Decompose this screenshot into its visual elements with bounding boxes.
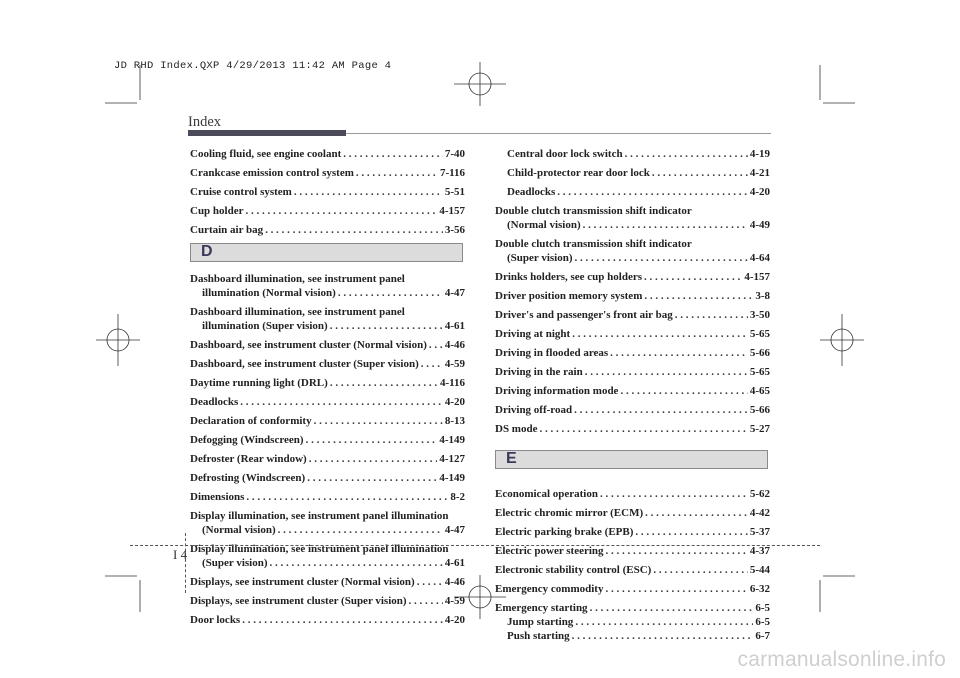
- section-header-e: [495, 450, 768, 469]
- index-subentry: Child-protector rear door lock . . . 4-21: [495, 166, 770, 180]
- index-entry: DS mode . . . 5-27: [495, 422, 770, 436]
- index-entry: Declaration of conformity . . . 8-13: [190, 414, 465, 428]
- index-entry: Electric parking brake (EPB) . . . 5-37: [495, 525, 770, 539]
- index-entry: Dashboard, see instrument cluster (Normal vision) . . . 4-46: [190, 338, 465, 352]
- section-letter: D: [201, 243, 213, 260]
- index-entry-multiline: Double clutch transmission shift indicator (Super vision) . . . 4-64: [495, 237, 770, 265]
- index-entry: Driving in flooded areas . . . 5-66: [495, 346, 770, 360]
- index-entry: Door locks . . . 4-20: [190, 613, 465, 627]
- index-entry: Defogging (Windscreen) . . . 4-149: [190, 433, 465, 447]
- index-entry: Electronic stability control (ESC) . . . 5-44: [495, 563, 770, 577]
- index-subentry: Jump starting . . . 6-5: [495, 615, 770, 629]
- section-letter: E: [506, 450, 517, 467]
- index-entry-multiline: Double clutch transmission shift indicator (Normal vision) . . . 4-49: [495, 204, 770, 232]
- index-entry: Driving at night . . . 5-65: [495, 327, 770, 341]
- index-entry: Displays, see instrument cluster (Normal vision) . . . 4-46: [190, 575, 465, 589]
- index-subentry: Deadlocks . . . 4-20: [495, 185, 770, 199]
- index-entry: Driving information mode . . . 4-65: [495, 384, 770, 398]
- footer-divider: [185, 533, 186, 593]
- index-subentry: Central door lock switch . . . 4-19: [495, 147, 770, 161]
- watermark: carmanualsonline.info: [737, 648, 946, 671]
- index-entry: Driver's and passenger's front air bag . . . 3-50: [495, 308, 770, 322]
- index-column-left: [190, 147, 465, 627]
- index-entry: Cup holder . . . 4-157: [190, 204, 465, 218]
- section-header-d: [190, 243, 463, 262]
- index-entry: Cruise control system . . . 5-51: [190, 185, 465, 199]
- index-entry: Emergency commodity . . . 6-32: [495, 582, 770, 596]
- index-entry: Drinks holders, see cup holders . . . 4-157: [495, 270, 770, 284]
- page-title: Index: [188, 114, 222, 130]
- page-number: I 4: [173, 547, 188, 562]
- index-entry: Economical operation . . . 5-62: [495, 487, 770, 501]
- index-column-right: [495, 147, 770, 643]
- index-entry: Dimensions . . . 8-2: [190, 490, 465, 504]
- header-rule: [346, 133, 771, 134]
- registration-mark-top: [454, 62, 506, 106]
- index-entry-multiline: Dashboard illumination, see instrument panel illumination (Super vision) . . . 4-61: [190, 305, 465, 333]
- registration-mark-right: [820, 314, 864, 366]
- index-entry: Driving off-road . . . 5-66: [495, 403, 770, 417]
- index-entry: Driver position memory system . . . 3-8: [495, 289, 770, 303]
- index-entry: Electric power steering . . . 4-37: [495, 544, 770, 558]
- index-entry-multiline: Display illumination, see instrument panel illumination (Super vision) . . . 4-61: [190, 542, 465, 570]
- index-entry: Cooling fluid, see engine coolant . . . 7-40: [190, 147, 465, 161]
- index-entry-multiline: Dashboard illumination, see instrument panel illumination (Normal vision) . . . 4-47: [190, 272, 465, 300]
- header-bar: [188, 130, 346, 136]
- index-entry: Displays, see instrument cluster (Super vision) . . . 4-59: [190, 594, 465, 608]
- footer-rule: [130, 545, 820, 546]
- index-entry: Electric chromic mirror (ECM) . . . 4-42: [495, 506, 770, 520]
- registration-mark-left: [96, 314, 140, 366]
- index-entry: Dashboard, see instrument cluster (Super vision) . . . 4-59: [190, 357, 465, 371]
- index-entry: Defroster (Rear window) . . . 4-127: [190, 452, 465, 466]
- index-entry: Daytime running light (DRL) . . . 4-116: [190, 376, 465, 390]
- print-slug: JD RHD Index.QXP 4/29/2013 11:42 AM Page 4: [114, 60, 392, 72]
- index-entry: Crankcase emission control system . . . 7-116: [190, 166, 465, 180]
- index-entry-multiline: Display illumination, see instrument panel illumination (Normal vision) . . . 4-47: [190, 509, 465, 537]
- index-subentry: Push starting . . . 6-7: [495, 629, 770, 643]
- index-entry: Defrosting (Windscreen) . . . 4-149: [190, 471, 465, 485]
- index-entry: Deadlocks . . . 4-20: [190, 395, 465, 409]
- index-entry: Emergency starting . . . 6-5: [495, 601, 770, 615]
- index-entry: Driving in the rain . . . 5-65: [495, 365, 770, 379]
- index-entry: Curtain air bag . . . 3-56: [190, 223, 465, 237]
